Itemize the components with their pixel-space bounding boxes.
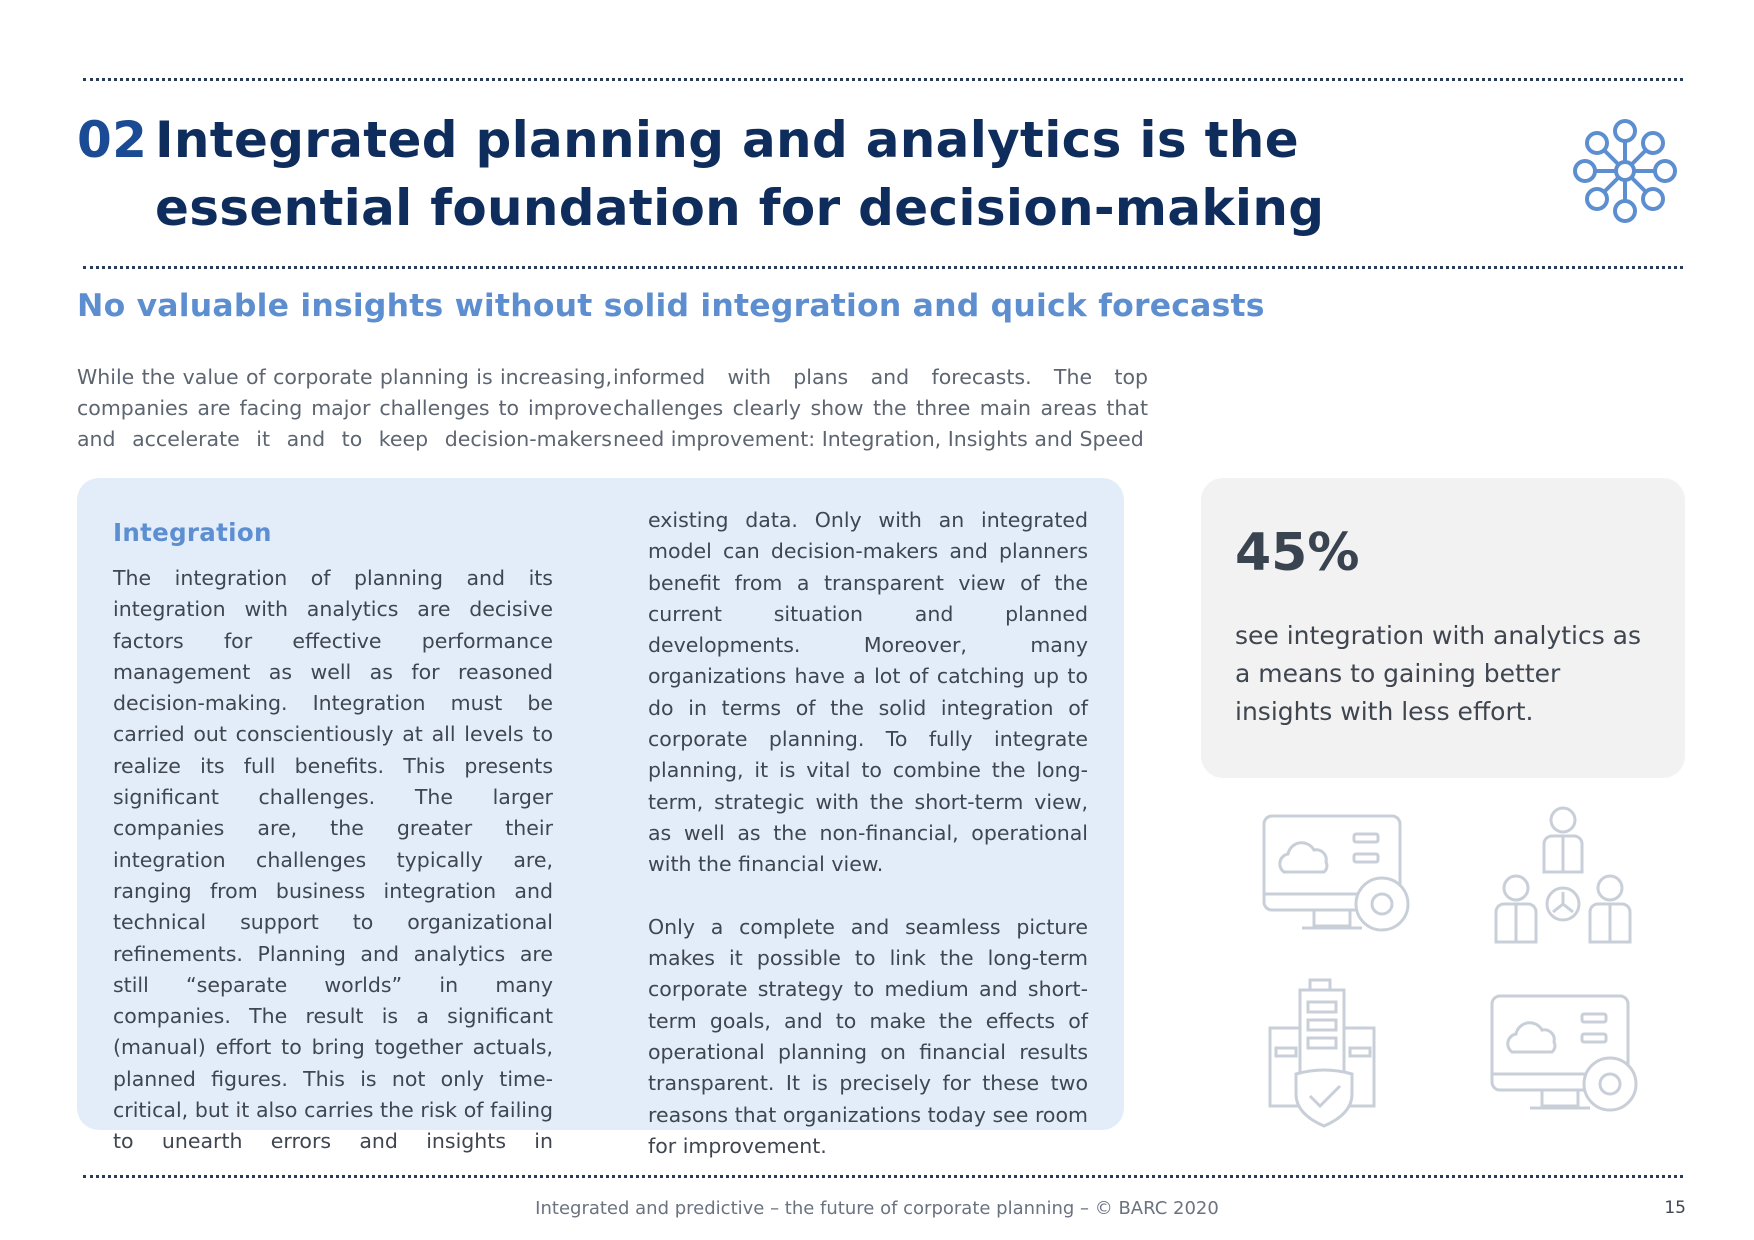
monitor-cloud-icon (1490, 994, 1640, 1124)
team-organization-icon (1492, 806, 1634, 948)
integration-paragraph-2: Only a complete and seamless picture makes it possible to link the long-term corporate strategy to medium and short-term goals, and to make the effects of operational planning on financial results transparent. It is precisely for these two reasons that organizations today see room for improvement. (648, 914, 1088, 1158)
footer-divider (83, 1175, 1683, 1178)
integration-text-right (648, 505, 1088, 1194)
stat-value: 45% (1235, 523, 1360, 583)
title-line-2: essential foundation for decision-making (155, 179, 1325, 237)
section-number: 02 (77, 111, 148, 169)
title-divider (83, 266, 1683, 269)
footer-text: Integrated and predictive – the future of corporate planning – © BARC 2020 (535, 1198, 1219, 1219)
integration-heading: Integration (113, 518, 272, 547)
building-shield-icon (1266, 978, 1402, 1128)
title-line-1: Integrated planning and analytics is the (155, 111, 1299, 169)
top-divider (83, 78, 1683, 81)
integration-text-left: The integration of planning and its integration with analytics are decisive factors for effective performance management as well as for reasoned decision-making. Integration must be carried out conscientiously at all levels to realize its full benefits. This presents significant challenges. The larger companies are, the greater their integration challenges typically are, ranging from business integration and technical support to organizational refinements. Planning and analytics are still “separate worlds” in many companies. The result is a significant (manual) effort to bring together actuals, planned figures. This is not only time-critical, but it also carries the risk of failing to unearth errors and insights in (113, 566, 553, 1154)
section-subtitle: No valuable insights without solid integration and quick forecasts (77, 288, 1265, 324)
page-title (77, 106, 1324, 242)
intro-text-right: informed with plans and forecasts. The top challenges clearly show the three main areas that need improvement: Integration, Insights and Speed (613, 365, 1148, 451)
integration-paragraph-1: existing data. Only with an integrated model can decision-makers and planners benefit from a transparent view of the current situation and planned developments. Moreover, many organizations have a lot of catching up to do in terms of the solid integration of corporate planning. To fully integrate planning, it is vital to combine the long-term, strategic with the short-term view, as well as the non-financial, operational with the financial view. (648, 508, 1088, 877)
intro-text-left: While the value of corporate planning is increasing, companies are facing major challenges to improve and accelerate it and to keep decision-makers (77, 365, 612, 451)
monitor-cloud-icon (1262, 814, 1412, 944)
page-number: 15 (1664, 1198, 1686, 1218)
network-nodes-icon (1572, 118, 1678, 224)
stat-description: see integration with analytics as a means to gaining better insights with less effort. (1235, 621, 1642, 726)
